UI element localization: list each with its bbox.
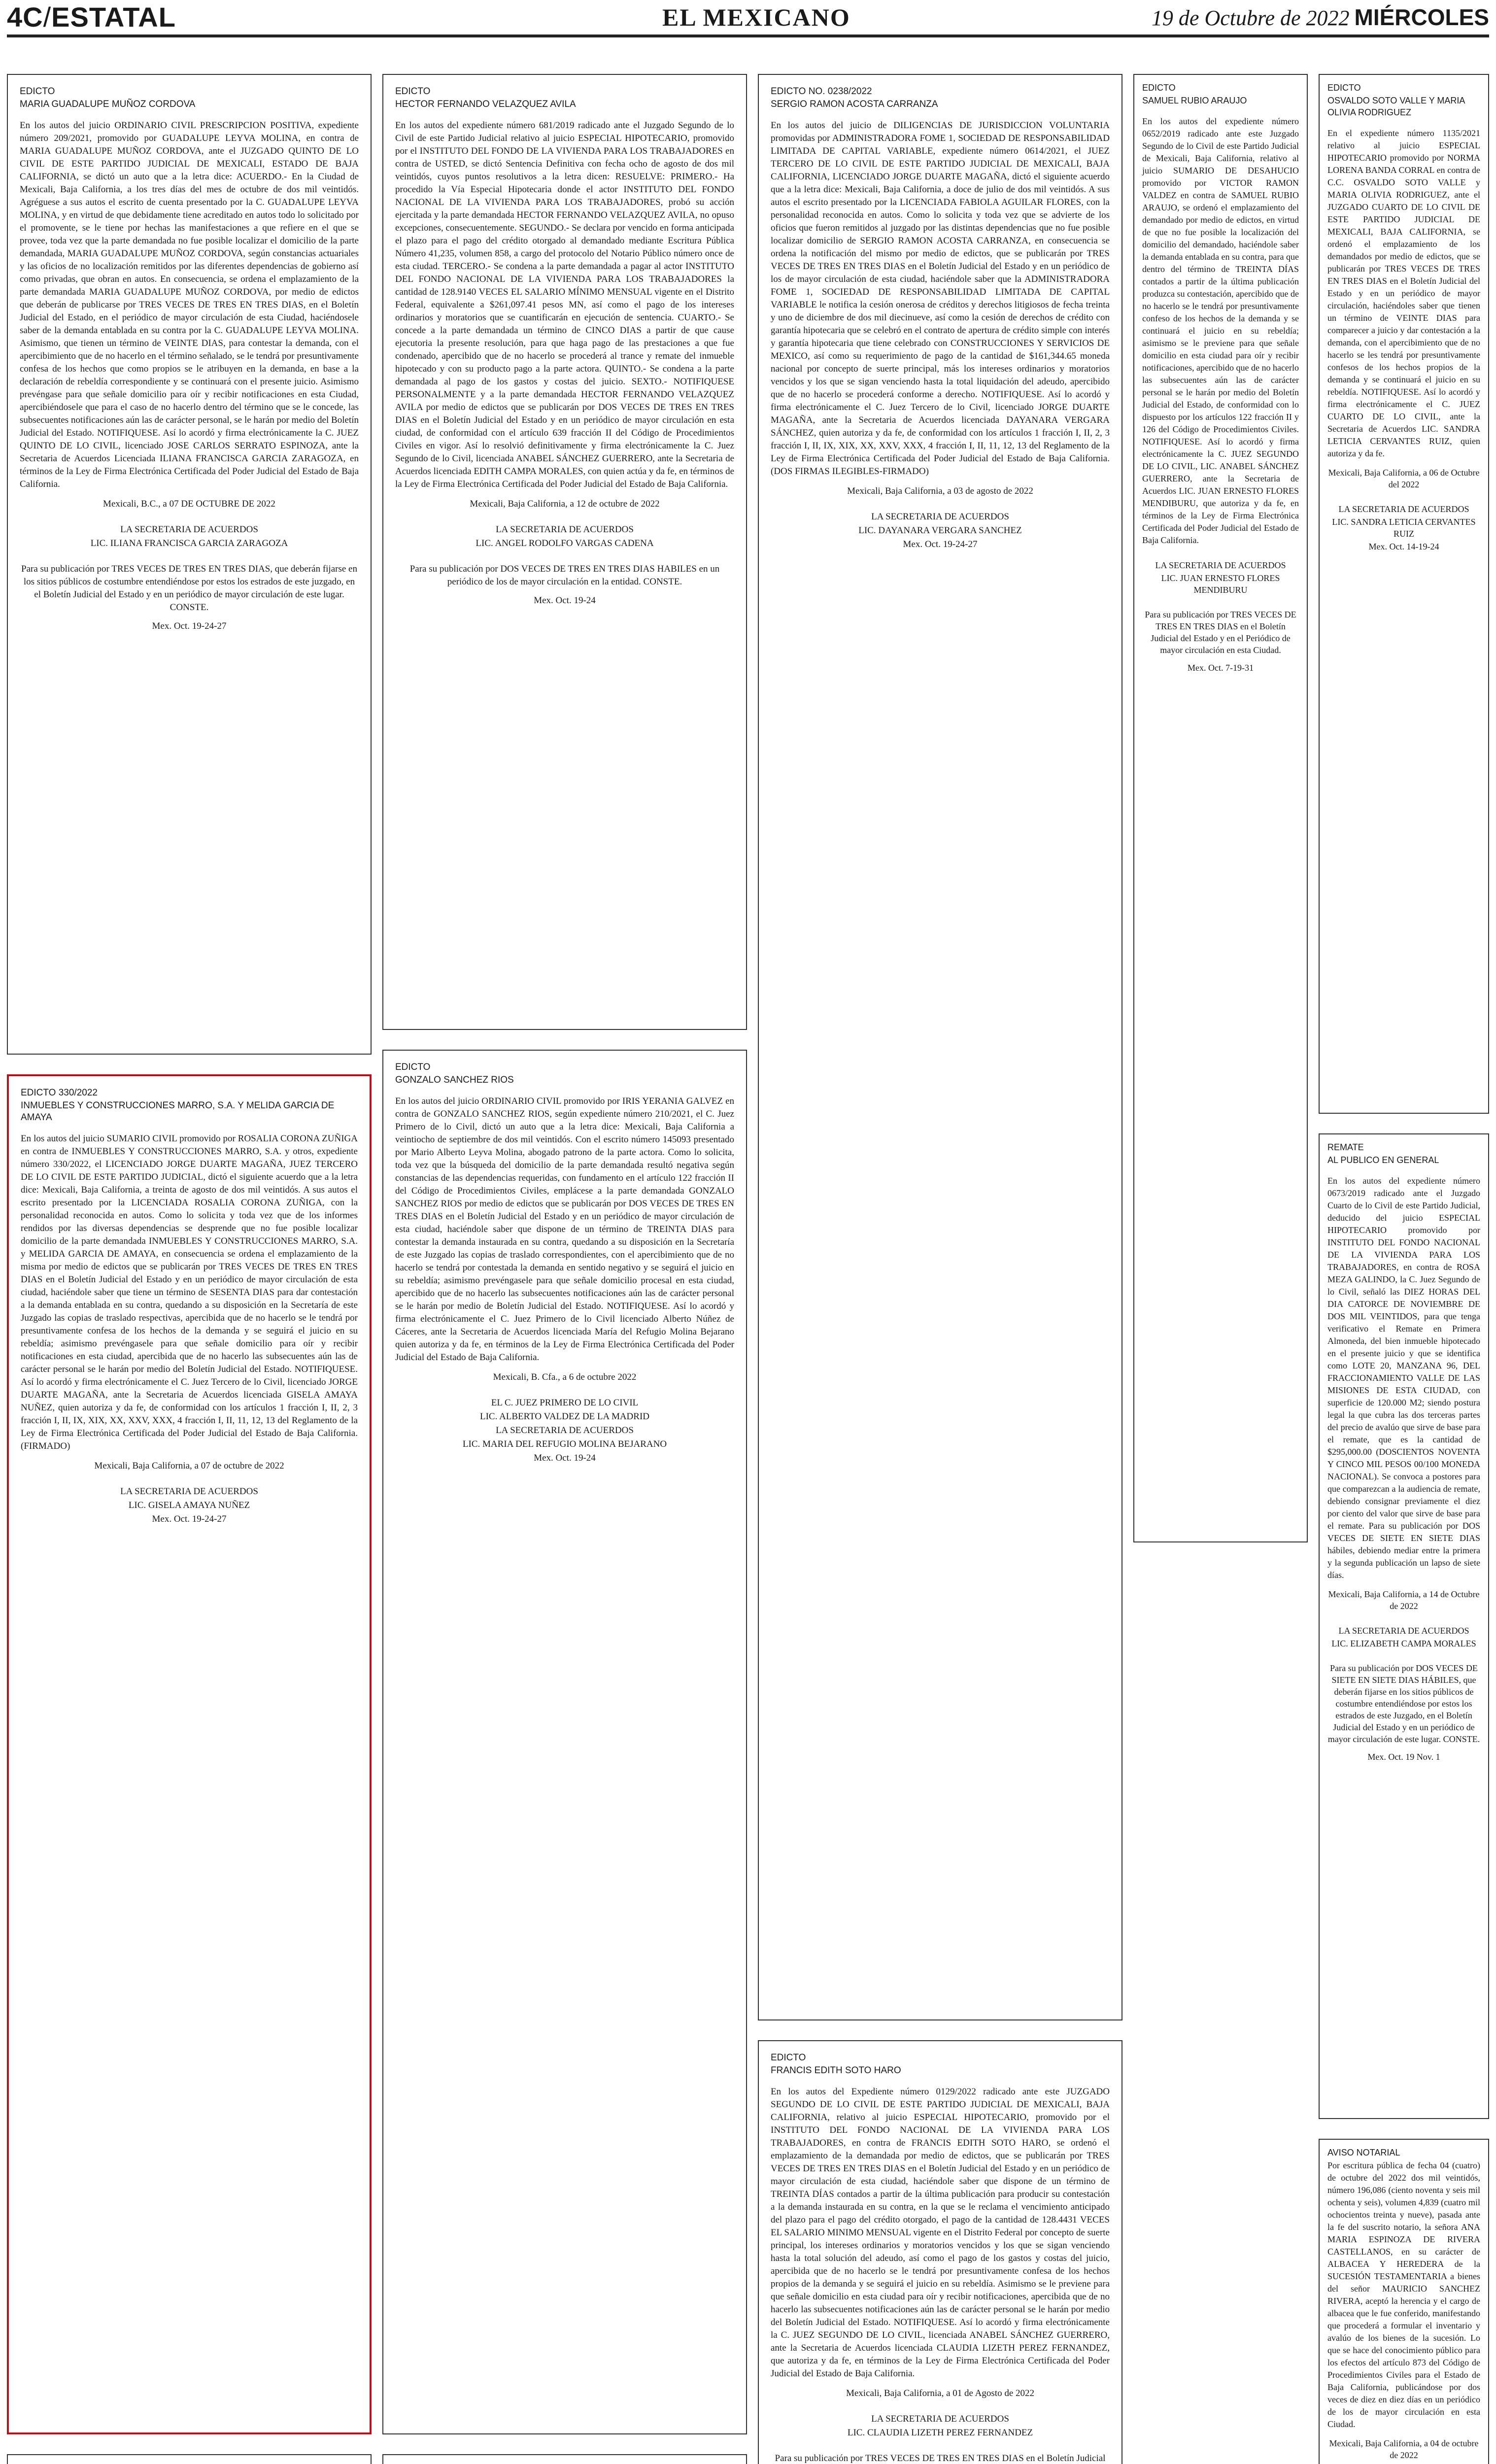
signature-line: LIC. JUAN ERNESTO FLORES MENDIBURU: [1161, 573, 1280, 595]
signature-block: [771, 2413, 1110, 2439]
signature-line: LIC. SANDRA LETICIA CERVANTES RUIZ: [1332, 517, 1476, 539]
publication-dates: Mex. Oct. 19 Nov. 1: [1367, 1752, 1440, 1762]
signature-line: LA SECRETARIA DE ACUERDOS: [871, 512, 1009, 522]
signature-line: LA SECRETARIA DE ACUERDOS: [120, 1486, 258, 1497]
notice-body: En los autos del juicio de DILIGENCIAS DE JURISDICCION VOLUNTARIA promovidas por ADMINISTRADORA FOME 1, SOCIEDAD DE RESPONSABILIDAD LIMITADA DE CAPITAL VARIABLE, expediente número 0614/2021, el JUEZ TERCERO DE LO CIVIL DE ESTE PARTIDO JUDICIAL DE MEXICALI, BAJA CALIFORNIA, LICENCIADO JORGE DUARTE MAGAÑA, dictó el siguiente acuerdo que a la letra dice: Mexicali, Baja California, a doce de julio de dos mil veintidós. A sus autos el escrito presentado por la LICENCIADA FABIOLA AGUILAR FLORES, con la personalidad reconocida en autos. Como lo solicita y toda vez que se advierte de los oficios que fueron remitidos al juzgado por las distintas dependencias que no fue posible localizar domicilio de SERGIO RAMON ACOSTA CARRANZA, en consecuencia se ordena la notificación del mismo por medio de edictos, que se publicarán por TRES VECES DE TRES EN TRES DIAS en el Boletín Judicial del Estado y en un periódico de los de mayor circulación de esta ciudad, haciéndole saber que la ADMINISTRADORA FOME 1, SOCIEDAD DE RESPONSABILIDAD LIMITADA DE CAPITAL VARIABLE le notifica la cesión onerosa de créditos y derechos litigiosos de fecha treinta y uno de diciembre de dos mil diecinueve, así como la cesión de derechos de crédito con garantía hipotecaria que se celebró en el contrato de apertura de crédito simple con interés y garantía hipotecaria que tiene celebrado con CONSTRUCCIONES Y SERVICIOS DE MEXICO, así como su requerimiento de pago de la cantidad de $161,344.65 moneda nacional por concepto de suerte principal, más los intereses ordinarios y moratorios vencidos y los que se sigan venciendo hasta la total liquidación del adeudo, apercibido que de no hacerlo se procederá conforme a derecho. NOTIFIQUESE. Así lo acordó y firma electrónicamente el C. Juez Tercero de lo Civil, licenciado JORGE DUARTE MAGAÑA, ante la Secretaria de Acuerdos licenciada DAYANARA VERGARA SÁNCHEZ, quien autoriza y da fe, de conformidad con los artículos 1 fracción I, II, 2, 3 fracción I, II, IX, XIX, XX, XXV, XXX, 4 fracción I, II, 11, 12, 13 del Reglamento de la Ley de Firma Electrónica Certificada del Poder Judicial del Estado de Baja California. (DOS FIRMAS ILEGIBLES-FIRMADO): [771, 120, 1110, 477]
notice-place-date: Mexicali, Baja California, a 14 de Octubre de 2022: [1328, 1589, 1480, 1611]
publication-dates: Mex. Oct. 19-24-27: [152, 1514, 227, 1524]
issue-date: 19 de Octubre de 2022 MIÉRCOLES: [1151, 4, 1489, 30]
notice-type: EDICTO: [1142, 83, 1176, 93]
notice-addressee: INMUEBLES Y CONSTRUCCIONES MARRO, S.A. Y MELIDA GARCIA DE AMAYA: [21, 1100, 335, 1123]
notice-place-date: Mexicali, Baja California, a 07 de octubre de 2022: [94, 1461, 284, 1471]
signature-line: LA SECRETARIA DE ACUERDOS: [120, 524, 258, 535]
notice-type: EDICTO: [395, 86, 431, 97]
publication-instruction: Para su publicación por TRES VECES DE TRES EN TRES DIAS en el Boletín Judicial: [775, 2453, 1106, 2464]
remate-publico-general: [1319, 1133, 1489, 2119]
signature-block: [395, 523, 734, 550]
notice-body: En los autos del juicio SUMARIO CIVIL promovido por ROSALIA CORONA ZUÑIGA en contra de INMUEBLES Y CONSTRUCCIONES MARRO, S.A. y otros, expediente número 330/2022, el LICENCIADO JORGE DUARTE MAGAÑA, JUEZ TERCERO DE LO CIVIL DE ESTE PARTIDO JUDICIAL, dictó el siguiente acuerdo que a la letra dice: Mexicali, Baja California, a treinta de agosto de dos mil veintidós. A sus autos el escrito presentado por la LICENCIADA ROSALIA CORONA ZUÑIGA, con la personalidad reconocida en autos. Como lo solicita y toda vez que de los informes rendidos por las diversas dependencias se desprende que no fue posible localizar domicilio de la parte demandada INMUEBLES Y CONSTRUCCIONES MARRO, S.A. y MELIDA GARCIA DE AMAYA, en consecuencia se ordena el emplazamiento de la misma por medio de edictos que se publicarán por TRES VECES DE TRES EN TRES DIAS en el Boletín Judicial del Estado y en un periódico de mayor circulación de esta ciudad, haciéndole saber que tiene un término de SESENTA DIAS para dar contestación a la demanda entablada en su contra, quedando a su disposición en la Secretaría de este Juzgado las copias de traslado respectivas, apercibida que de no hacerlo se le tendrá por presuntivamente confesa de los hechos de la demanda y se seguirá el juicio en su rebeldía; asimismo prevéngasele para que señale domicilio para oír y recibir notificaciones en esta ciudad, apercibida que de no hacerlo las subsecuentes aún las de carácter personal se le harán por medio del Boletín Judicial del Estado. NOTIFIQUESE. Así lo acordó y firma electrónicamente el C. Juez Tercero de lo Civil, licenciado JORGE DUARTE MAGAÑA, ante la Secretaria de Acuerdos licenciada GISELA AMAYA NUÑEZ, quien autoriza y da fe, de conformidad con los artículos 1 fracción I, II, 2, 3 fracción I, II, IX, XIX, XX, XXV, XXX, 4 fracción I, II, 11, 12, 13 del Reglamento de la Ley de Firma Electrónica Certificada del Poder Judicial del Estado de Baja California. (FIRMADO): [21, 1133, 358, 1451]
signature-block: [20, 523, 359, 550]
signature-line: LA SECRETARIA DE ACUERDOS: [1338, 504, 1469, 514]
signature-line: LIC. DAYANARA VERGARA SANCHEZ: [858, 525, 1022, 536]
notice-place-date: Mexicali, Baja California, a 06 de Octubre del 2022: [1328, 468, 1480, 489]
notice-body: En el expediente número 1135/2021 relativo al juicio ESPECIAL HIPOTECARIO promovido por NORMA LORENA BANDA CORRAL en contra de C.C. OSVALDO SOTO VALLE y MARIA OLIVIA RODRIGUEZ, ante el JUZGADO CUARTO DE LO CIVIL DE ESTE PARTIDO JUDICIAL DE MEXICALI, BAJA CALIFORNIA, se ordenó el emplazamiento de los demandados por medio de edictos, que se publicarán por TRES VECES DE TRES EN TRES DIAS en el Boletín Judicial del Estado y en un periódico de mayor circulación, haciéndoles saber que tienen un término de VEINTE DIAS para comparecer a juicio y dar contestación a la demanda, con el apercibimiento que de no hacerlo se les tendrá por presuntivamente confesos de los hechos propios de la demanda y se continuará el juicio en su rebeldía. NOTIFIQUESE. Así lo acordó y firma electrónicamente el C. JUEZ CUARTO DE LO CIVIL, ante la Secretaria de Acuerdos LIC. SANDRA LETICIA CERVANTES RUIZ, quien autoriza y da fe.: [1327, 128, 1480, 458]
edicto-soto-valle: [1319, 74, 1489, 1114]
issue-weekday: MIÉRCOLES: [1354, 4, 1489, 30]
edicto-inmuebles-marro: [7, 1074, 372, 2434]
signature-line: LIC. GISELA AMAYA NUÑEZ: [128, 1500, 250, 1510]
notice-place-date: Mexicali, B.C., a 07 DE OCTUBRE DE 2022: [103, 499, 275, 509]
notice-addressee: SERGIO RAMON ACOSTA CARRANZA: [771, 99, 938, 109]
notice-body: En los autos del Expediente número 0129/2022 radicado ante este JUZGADO SEGUNDO DE LO CIVIL DE ESTE PARTIDO JUDICIAL DE MEXICALI, BAJA CALIFORNIA, relativo al juicio ESPECIAL HIPOTECARIO, promovido por el INSTITUTO DEL FONDO NACIONAL DE LA VIVIENDA PARA LOS TRABAJADORES, en contra de FRANCIS EDITH SOTO HARO, se ordenó el emplazamiento de la demandada por medio de edictos, que se publicarán por TRES VECES DE TRES EN TRES DIAS en el Boletín Judicial del Estado y en un periódico de mayor circulación de esta ciudad, haciéndole saber que dispone de un término de TREINTA DÍAS contados a partir de la última publicación para producir su contestación a la demanda instaurada en su contra, en la que se le reclama el vencimiento anticipado del plazo para el pago del crédito otorgado, el pago de la cantidad de 128.4431 VECES EL SALARIO MINIMO MENSUAL vigente en el Distrito Federal por concepto de suerte principal, los intereses ordinarios y moratorios vencidos y los que se sigan venciendo hasta la total solución del adeudo, así como el pago de los gastos y costas del juicio, apercibida que de no hacerlo se le tendrá por presuntivamente confesa de los hechos propios de la demanda y se seguirá el juicio en su rebeldía. Asimismo se le previene para que señale domicilio en esta ciudad para oír y recibir notificaciones, apercibida que de no hacerlo las subsecuentes notificaciones aún las de carácter personal se le harán por medio del Boletín Judicial del Estado. NOTIFIQUESE. Así lo acordó y firma electrónicamente la C. JUEZ SEGUNDO DE LO CIVIL, licenciada ANABEL SÁNCHEZ GUERRERO, ante la Secretaria de Acuerdos licenciada CLAUDIA LIZETH PEREZ FERNANDEZ, que autoriza y da fe, en términos de la Ley de Firma Electrónica Certificada del Poder Judicial del Estado de Baja California.: [771, 2087, 1110, 2379]
edicto-acosta-carranza: [758, 74, 1122, 2020]
notice-body: En los autos del expediente número 681/2019 radicado ante el Juzgado Segundo de lo Civil de este Partido Judicial relativo al juicio ESPECIAL HIPOTECARIO, promovido por el INSTITUTO DEL FONDO DE LA VIVIENDA PARA LOS TRABAJADORES en contra de USTED, se dictó Sentencia Definitiva con fecha ocho de agosto de dos mil veintidós, cuyos puntos resolutivos a la letra dicen: RESUELVE: PRIMERO.- Ha procedido la Vía Especial Hipotecaria donde el actor INSTITUTO DEL FONDO NACIONAL DE LA VIVIENDA PARA LOS TRABAJADORES, probó su acción ejercitada y la parte demandada HECTOR FERNANDO VELAZQUEZ AVILA, no opuso excepciones, consecuentemente. SEGUNDO.- Se declara por vencido en forma anticipada el plazo para el pago del crédito otorgado al demandado mediante Escritura Pública Número 41,235, volumen 858, a cargo del protocolo del Notario Público número once de esta ciudad. TERCERO.- Se condena a la parte demandada a pagar al actor INSTITUTO DEL FONDO NACIONAL DE LA VIVIENDA PARA LOS TRABAJADORES la cantidad de 128.9140 VECES EL SALARIO MÍNIMO MENSUAL vigente en el Distrito Federal, equivalente a $261,097.41 pesos MN, así como el pago de los intereses ordinarios y moratorios que se cuantificarán en ejecución de sentencia. CUARTO.- Se concede a la parte demandada un término de CINCO DIAS a partir de que cause ejecutoria la presente resolución, para que haga pago de las prestaciones a que fue condenado, apercibido que de no hacerlo se procederá al trance y remate del inmueble hipotecado y con su producto pago a la parte actora. QUINTO.- Se condena a la parte demandada al pago de los gastos y costas del juicio. SEXTO.- NOTIFIQUESE PERSONALMENTE y a la parte demandada HECTOR FERNANDO VELAZQUEZ AVILA por medio de edictos que se publicarán por DOS VECES DE TRES EN TRES DIAS en el Boletín Judicial del Estado y en un periódico de mayor circulación en esta ciudad, de conformidad con el artículo 639 fracción II del Código de Procedimientos Civiles en vigor. Así lo resolvió definitivamente y firma electrónicamente la C. Juez Segundo de lo Civil, licenciada ANABEL SÁNCHEZ GUERRERO, ante la Secretaria de Acuerdos licenciada EDITH CAMPA MORALES, con quien actúa y da fe, en términos de la Ley de Firma Electrónica Certificada del Poder Judicial del Estado de Baja California.: [395, 120, 734, 489]
signature-block: [395, 1397, 734, 1451]
signature-line: EL C. JUEZ PRIMERO DE LO CIVIL: [491, 1398, 639, 1408]
signature-block: [1327, 503, 1480, 540]
notice-addressee: FRANCIS EDITH SOTO HARO: [771, 2065, 901, 2076]
publication-dates: Mex. Oct. 19-24: [534, 1453, 596, 1463]
notice-place-date: Mexicali, Baja California, a 03 de agosto de 2022: [847, 486, 1033, 496]
publication-dates: Mex. Oct. 19-24-27: [903, 539, 978, 549]
signature-line: LIC. MARIA DEL REFUGIO MOLINA BEJARANO: [462, 1439, 667, 1449]
signature-line: LIC. ELIZABETH CAMPA MORALES: [1331, 1639, 1476, 1648]
edicto-velazquez-avila: [382, 74, 747, 1030]
edicto-soto-haro: [758, 2040, 1122, 2464]
notice-place-date: Mexicali, Baja California, a 04 de octubre de 2022: [1329, 2438, 1479, 2460]
signature-line: LA SECRETARIA DE ACUERDOS: [1338, 1626, 1469, 1636]
notice-type: EDICTO: [20, 86, 55, 97]
notice-place-date: Mexicali, B. Cfa., a 6 de octubre 2022: [493, 1372, 637, 1382]
notice-type: REMATE: [1327, 1142, 1364, 1152]
signature-block: [771, 511, 1110, 537]
edicto-sanchez-rios: [382, 1050, 747, 2434]
publication-instruction: Para su publicación por TRES VECES DE TRES EN TRES DIAS, que deberán fijarse en los sitios públicos de costumbre entendiéndose por estos los estrados de este juzgado, en el Boletín Judicial del Estado y en un periódico de mayor circulación de este lugar. CONSTE.: [21, 564, 357, 613]
publication-instruction: Para su publicación por TRES VECES DE TRES EN TRES DIAS en el Boletín Judicial del Estado y en el Periódico de mayor circulación en esta Ciudad.: [1145, 610, 1296, 655]
notice-place-date: Mexicali, Baja California, a 12 de octubre de 2022: [470, 499, 660, 509]
edicto-munoz-cordova: [7, 74, 372, 1055]
edicto-rubio-araujo: [1133, 74, 1308, 1542]
notice-place-date: Mexicali, Baja California, a 01 de Agosto de 2022: [846, 2388, 1035, 2398]
notice-type: EDICTO: [771, 2053, 806, 2063]
notice-type: EDICTO NO. 0238/2022: [771, 86, 872, 97]
newspaper-name: EL MEXICANO: [662, 3, 850, 31]
notice-body: En los autos del juicio ORDINARIO CIVIL PRESCRIPCION POSITIVA, expediente número 209/2021, promovido por GUADALUPE LEYVA MOLINA, en contra de MARIA GUADALUPE MUÑOZ CORDOVA, ante el JUZGADO QUINTO DE LO CIVIL DE ESTE PARTIDO JUDICIAL DE MEXICALI, ESTADO DE BAJA CALIFORNIA, se dictó un auto que a la letra dice: ACUERDO.- En la Ciudad de Mexicali, Baja California, a los tres días del mes de octubre de dos mil veintidós. Agréguese a sus autos el escrito de cuenta presentado por la C. GUADALUPE LEYVA MOLINA, y en virtud de que debidamente tiene acreditado en autos todo lo solicitado por el promovente, se le tiene por hechas las manifestaciones a que refiere en el que se provee, toda vez que la parte demandada no fue posible localizar el domicilio de la parte demandada, MARIA GUADALUPE MUÑOZ CORDOVA, según constancias actuariales y las oficios de no localización remitidos por las diferentes dependencias de gobierno así como privadas, que obran en autos. En consecuencia, se ordena el emplazamiento de la parte demandada MARIA GUADALUPE MUÑOZ CORDOVA, por medio de edictos que deberán de publicarse por TRES VECES DE TRES EN TRES DIAS, en el Boletín Judicial del Estado, en el periódico de mayor circulación de esta Ciudad, haciéndosele saber de la demanda entablada en su contra por la C. GUADALUPE LEYVA MOLINA. Asimismo, que tienen un término de VEINTE DIAS, para contestar la demanda, con el apercibimiento que de no hacerlo en el término señalado, se le tendrá por presuntivamente confesa de los hechos que como propios se le atribuyen en la demanda, en base a la declaración de rebeldía correspondiente y se continuará con el presente juicio. Asimismo prevéngase para que señale domicilio para oír y recibir notificaciones en esta Ciudad, apercibiéndosele que para el caso de no hacerlo dentro del término que se le concede, las subsecuentes notificaciones aún las de carácter personal, se le harán por medio del Boletín Judicial del Estado. NOTIFIQUESE. Así lo acordó y firma electrónicamente la C. JUEZ QUINTO DE LO CIVIL, licenciado JOSE CARLOS SERRATO ESPINOZA, ante la Secretaria de Acuerdos Licenciada ILIANA FRANCISCA GARCIA ZARAGOZA, en términos de la Ley de Firma Electrónica Certificada del Poder Judicial del Estado de Baja California.: [20, 120, 359, 489]
notice-body: En los autos del juicio ORDINARIO CIVIL promovido por IRIS YERANIA GALVEZ en contra de GONZALO SANCHEZ RIOS, según expediente número 210/2021, el C. Juez Primero de lo Civil, dictó un auto que a la letra dice: Mexicali, Baja California a veintiocho de septiembre de dos mil veintidós. Con el escrito número 145093 presentado por Mario Alberto Leyva Molina, abogado patrono de la parte actora. Como lo solicita, toda vez que la búsqueda del domicilio de la parte demandada resultó negativa según constancias de las dependencias requeridas, con fundamento en el artículo 122 fracción II del Código de Procedimientos Civiles, emplácese a la parte demandada GONZALO SANCHEZ RIOS por medio de edictos que se publicarán por DOS VECES DE TRES EN TRES DIAS en el Boletín Judicial del Estado y en un periódico de mayor circulación de esta ciudad, haciéndole saber que dispone de un término de TREINTA DIAS para contestar la demanda instaurada en su contra, quedando a su disposición en la Secretaría de este Juzgado las copias de traslado correspondientes, con el apercibimiento que de no hacerlo se tendrá por contestada la demanda en sentido negativo y se seguirá el juicio en su rebeldía; asimismo prevéngasele para que señale domicilio procesal en esta ciudad, apercibido que de no hacerlo las subsecuentes notificaciones aún las de carácter personal se le harán por medio de Boletín Judicial del Estado. NOTIFIQUESE. Así lo acordó y firma electrónicamente el C. Juez Primero de lo Civil licenciado Alberto Núñez de Cáceres, ante la Secretaria de Acuerdos licenciada María del Refugio Molina Bejarano quien autoriza y da fe, en términos de la Ley de Firma Electrónica Certificada del Poder Judicial del Estado de Baja California.: [395, 1096, 734, 1363]
notice-addressee: OSVALDO SOTO VALLE Y MARIA OLIVIA RODRIGUEZ: [1327, 96, 1465, 117]
signature-line: LIC. ILIANA FRANCISCA GARCIA ZARAGOZA: [90, 538, 288, 548]
notice-body: En los autos del expediente número 0673/2019 radicado ante el Juzgado Cuarto de lo Civil de este Partido Judicial, deducido del juicio ESPECIAL HIPOTECARIO promovido por INSTITUTO DEL FONDO NACIONAL DE LA VIVIENDA PARA LOS TRABAJADORES, en contra de ROSA MEZA GALINDO, la C. Juez Segundo de lo Civil, señaló las DIEZ HORAS DEL DIA CATORCE DE NOVIEMBRE DE DOS MIL VEINTIDOS, para que tenga verificativo el Remate en Primera Almoneda, del bien inmueble hipotecado en el presente juicio y que se identifica como LOTE 20, MANZANA 96, DEL FRACCIONAMIENTO VALLE DE LAS MISIONES DE ESTA CIUDAD, con superficie de 120.000 M2; siendo postura legal la que cubra las dos terceras partes del precio de avalúo que sirve de base para el remate, que es la cantidad de $295,000.00 (DOSCIENTOS NOVENTA Y CINCO MIL PESOS 00/100 MONEDA NACIONAL). Se convoca a postores para que comparezcan a la audiencia de remate, debiendo consignar previamente el diez por ciento del valor que sirve de base para el remate. Para su publicación por DOS VECES DE SIETE EN SIETE DIAS hábiles, debiendo mediar entre la primera y la segunda publicación un lapso de siete días.: [1327, 1176, 1480, 1580]
signature-line: LIC. CLAUDIA LIZETH PEREZ FERNANDEZ: [847, 2428, 1033, 2438]
signature-block: [1327, 1625, 1480, 1649]
signature-line: LA SECRETARIA DE ACUERDOS: [871, 2414, 1009, 2424]
edicto-villalobos-dodero: [7, 2454, 372, 2464]
signature-line: LA SECRETARIA DE ACUERDOS: [496, 524, 634, 535]
notice-body: En los autos del expediente número 0652/2019 radicado ante este Juzgado Segundo de lo Civil de este Partido Judicial de Mexicali, Baja California, relativo al juicio SUMARIO DE DESAHUCIO promovido por VICTOR RAMON VALDEZ en contra de SAMUEL RUBIO ARAUJO, se ordenó el emplazamiento del demandado por medio de edictos, en virtud de que no fue posible la localización del domicilio del demandado, haciéndole saber la demanda entablada en su contra, para que dentro del término de TREINTA DÍAS contados a partir de la última publicación produzca su contestación, apercibido que de no hacerlo se le tendrá por presuntivamente confeso de los hechos de la demanda y se continuará el juicio en su rebeldía; asimismo se le previene para que señale domicilio en esta ciudad para oír y recibir notificaciones, apercibido que de no hacerlo las subsecuentes aún las de carácter personal se le harán por medio del Boletín Judicial del Estado, de conformidad con lo dispuesto por los artículos 122 fracción II y 126 del Código de Procedimientos Civiles. NOTIFIQUESE. Así lo acordó y firma electrónicamente la C. JUEZ SEGUNDO DE LO CIVIL, LIC. ANABEL SÁNCHEZ GUERRERO, ante la Secretaria de Acuerdos LIC. JUAN ERNESTO FLORES MENDIBURU, que autoriza y da fe, en términos de la Ley de Firma Electrónica Certificada del Poder Judicial del Estado de Baja California.: [1142, 116, 1299, 545]
notice-addressee: GONZALO SANCHEZ RIOS: [395, 1075, 514, 1085]
notice-addressee: AL PUBLICO EN GENERAL: [1327, 1155, 1439, 1165]
notice-addressee: SAMUEL RUBIO ARAUJO: [1142, 96, 1247, 105]
signature-line: LIC. ALBERTO VALDEZ DE LA MADRID: [479, 1411, 650, 1422]
publication-dates: Mex. Oct. 19-24-27: [152, 621, 227, 631]
publication-dates: Mex. Oct. 19-24: [534, 595, 596, 606]
edicto-soto-dounet: [382, 2454, 747, 2464]
notice-type: AVISO NOTARIAL: [1327, 2148, 1400, 2157]
notice-addressee: HECTOR FERNANDO VELAZQUEZ AVILA: [395, 99, 576, 109]
section-label: 4C/ESTATAL: [7, 1, 176, 33]
publication-instruction: Para su publicación por DOS VECES DE SIETE EN SIETE DIAS HÁBILES, que deberán fijarse en los sitios públicos de costumbre entendiéndose por estos los estrados de este Juzgado, en el Boletín Judicial del Estado y en un periódico de mayor circulación de este lugar. CONSTE.: [1327, 1663, 1480, 1744]
publication-dates: Mex. Oct. 14-19-24: [1368, 542, 1439, 551]
signature-line: LIC. ANGEL RODOLFO VARGAS CADENA: [476, 538, 654, 548]
signature-block: [21, 1485, 358, 1512]
notice-type: EDICTO 330/2022: [21, 1088, 98, 1098]
notice-addressee: MARIA GUADALUPE MUÑOZ CORDOVA: [20, 99, 196, 109]
publication-dates: Mex. Oct. 7-19-31: [1188, 663, 1254, 673]
masthead: [7, 0, 1489, 37]
aviso-notarial: [1319, 2139, 1489, 2464]
notice-type: EDICTO: [1327, 83, 1361, 93]
notice-body: Por escritura pública de fecha 04 (cuatro) de octubre del 2022 dos mil veintidós, número 196,086 (ciento noventa y seis mil ochenta y seis), volumen 4,839 (cuatro mil ochocientos treinta y nueve), pasada ante la fe del suscrito notario, la señora ANA MARIA ESPINOZA DE RIVERA CASTELLANOS, en su carácter de ALBACEA Y HEREDERA de la SUCESIÓN TESTAMENTARIA a bienes del señor MAURICIO SANCHEZ RIVERA, aceptó la herencia y el cargo de albacea que le fue conferido, manifestando que procederá a formular el inventario y avalúo de los bienes de la sucesión. Lo que se hace del conocimiento público para los efectos del artículo 873 del Código de Procedimientos Civiles para el Estado de Baja California, publicándose por dos veces de diez en diez días en un periódico de los de mayor circulación en esta Ciudad.: [1327, 2160, 1480, 2429]
publication-instruction: Para su publicación por DOS VECES DE TRES EN TRES DIAS HABILES en un periódico de los de mayor circulación en la entidad. CONSTE.: [409, 564, 720, 587]
signature-line: LA SECRETARIA DE ACUERDOS: [1155, 560, 1286, 570]
signature-block: [1142, 559, 1299, 596]
notice-type: EDICTO: [395, 1062, 431, 1072]
signature-line: LA SECRETARIA DE ACUERDOS: [496, 1425, 634, 1436]
